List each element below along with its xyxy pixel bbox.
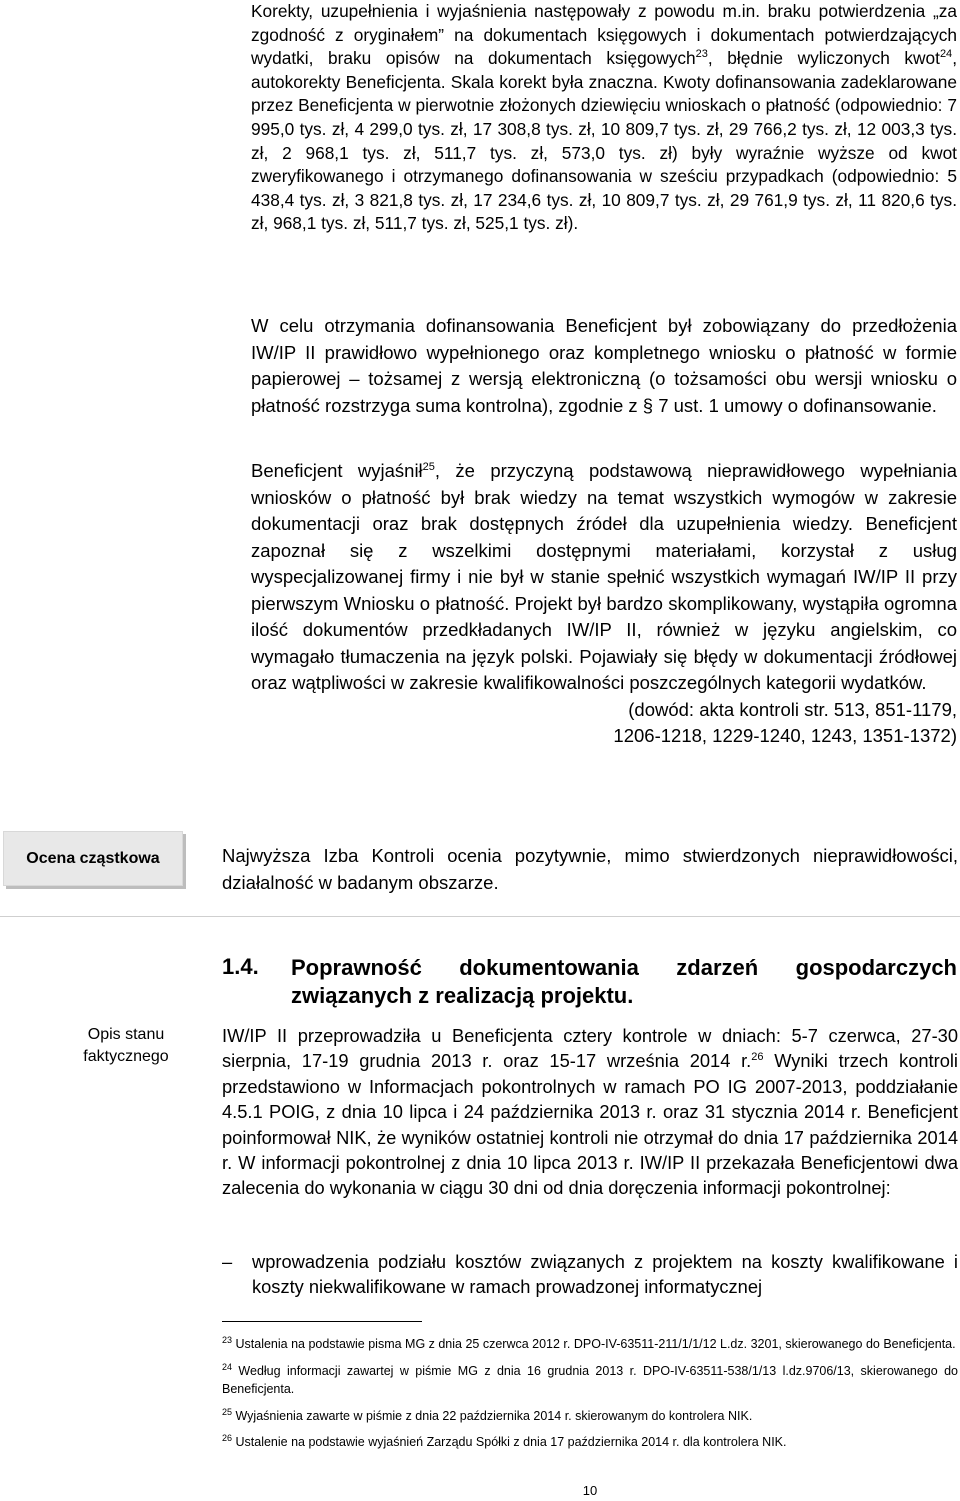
text-run: , autokorekty Beneficjenta. Skala korekt była znaczna. Kwoty dofinansowania zadeklarowane przez Beneficjenta w pierwotnie złożonych dziewięciu wnioskach o płatność (odpowiednio: 7 995,0 tys. zł, 4 299,0 tys. zł, 17 308,8 tys. zł, 10 809,7 tys. zł, 29 766,2 tys. zł, 12 003,3 tys. zł, 2 968,1 tys. zł, 511,7 tys. zł, 573,0 tys. zł) były wyraźnie wyższe od kwot zweryfikowanego i otrzymanego dofinansowania w sześciu przypadkach (odpowiednio: 5 438,4 tys. zł, 3 821,8 tys. zł, 17 234,6 tys. zł, 10 809,7 tys. zł, 29 761,9 tys. zł, 11 820,6 tys. zł, 968,1 tys. zł, 511,7 tys. zł, 525,1 tys. zł). [251,48,957,234]
footnote-text: Ustalenia na podstawie pisma MG z dnia 25 czerwca 2012 r. DPO-IV-63511-211/1/1/12 L.dz. 3201, skierowanego do Beneficjenta. [232,1337,956,1351]
text-run: Beneficjent wyjaśnił [251,460,423,481]
text-run: Wyniki trzech kontroli przedstawiono w Informacjach pokontrolnych w ramach PO IG 2007-2013, poddziałanie 4.5.1 POIG, z dnia 10 lipca i 24 października 2013 r. oraz 31 stycznia 2014 r. Beneficjent poinformował NIK, że wyników ostatniej kontroli nie otrzymał do dnia 17 października 2014 r. W informacji pokontrolnej z dnia 10 lipca 2013 r. IW/IP II przekazała Beneficjentowi dwa zalecenia do wykonania w ciągu 30 dni od dnia doręczenia informacji pokontrolnej: [222,1050,958,1199]
text-run: IW/IP II przeprowadziła u Beneficjenta cztery kontrole w dniach: 5-7 czerwca, 27-30 sierpnia, 17-19 grudnia 2013 r. oraz 15-17 września 2014 r. [222,1025,958,1072]
footnote-number: 26 [222,1433,233,1443]
list-item-text: wprowadzenia podziału kosztów związanych z projektem na koszty kwalifikowane i koszty niekwalifikowane w ramach prowadzonej informatycznej [252,1251,958,1298]
dash-bullet: – [222,1251,233,1272]
footnote-separator [222,1321,422,1322]
footnote-text: Ustalenie na podstawie wyjaśnień Zarządu Spółki z dnia 17 października 2014 r. dla kontrolera NIK. [232,1435,787,1449]
partial-assessment-text [222,842,958,896]
facts-label-line-2: faktycznego [83,1048,169,1065]
footnote-26 [222,1433,958,1452]
footnote-text: Wyjaśnienia zawarte w piśmie z dnia 22 października 2014 r. skierowanym do kontrolera NIK. [232,1408,753,1423]
section-title: Poprawność dokumentowania zdarzeń gospodarczych związanych z realizacją projektu. [291,955,957,1008]
facts-label-line-1: Opis stanu [87,1026,165,1043]
paragraph-explanation [251,458,957,750]
section-number: 1.4. [222,954,259,979]
footnote-ref-23[interactable]: 23 [695,48,708,61]
footnote-24 [222,1362,958,1399]
page-number: 10 [582,1483,598,1498]
footnote-ref-24[interactable]: 24 [939,48,953,61]
partial-assessment-label-text: Ocena cząstkowa [26,849,160,867]
section-divider [0,916,960,917]
partial-assessment-label [3,831,183,886]
paragraph-obligation [251,313,957,419]
footnote-number: 25 [222,1406,233,1417]
text-run: , błędnie wyliczonych kwot [707,48,940,69]
footnote-25 [222,1407,958,1426]
partial-assessment-paragraph: Najwyższa Izba Kontroli ocenia pozytywnie, mimo stwierdzonych nieprawidłowości, działalność w badanym obszarze. [222,845,958,893]
footnote-text: Według informacji zawartej w piśmie MG z dnia 16 grudnia 2013 r. DPO-IV-63511-538/1/13 l.dz.9706/13, skierowanego do Beneficjenta. [222,1363,958,1396]
footnote-ref-25[interactable]: 25 [422,461,435,473]
text-run: Korekty, uzupełnienia i wyjaśnienia następowały z powodu m.in. braku potwierdzenia „za zgodność z oryginałem” na dokumentach księgowych i dokumentach potwierdzających wydatki, braku opisów na dokumentach księgowych [251,1,957,69]
footnote-number: 23 [222,1335,233,1345]
text-run: , że przyczyną podstawową nieprawidłowego wypełniania wniosków o płatność był brak wiedzy na temat wszystkich wymogów w zakresie dokumentacji oraz brak dostępnych źródeł dla uzupełnienia wiedzy. Beneficjent zapoznał się z wszelkimi dostępnymi materiałami, korzystał z usług wyspecjalizowanej firmy i nie był w stanie spełnić wszystkich wymagań IW/IP II przy pierwszym Wniosku o płatność. Projekt był bardzo skomplikowany, wystąpiła ogromna ilość dokumentów przedkładanych IW/IP II, również w języku angielskim, co wymagało tłumaczenia na język polski. Pojawiały się błędy w dokumentacji źródłowej oraz wątpliwości w zakresie kwalifikowalności poszczególnych kategorii wydatków. [251,460,957,693]
evidence-line-2: 1206-1218, 1229-1240, 1243, 1351-1372) [613,725,957,746]
paragraph-corrections [251,0,957,236]
paragraph-inspections [222,1023,958,1201]
footnotes [222,1335,958,1460]
evidence-line-1: (dowód: akta kontroli str. 513, 851-1179, [628,698,957,720]
footnote-23 [222,1335,958,1354]
paragraph-text: W celu otrzymania dofinansowania Beneficjent był zobowiązany do przedłożenia IW/IP II prawidłowo wypełnionego oraz kompletnego wniosku o płatność w formie papierowej – tożsamej z wersją elektroniczną (o tożsamości obu wersji wniosku o płatność rozstrzyga suma kontrolna), zgodnie z § 7 ust. 1 umowy o dofinansowanie. [251,315,957,416]
list-item [222,1249,958,1300]
footnote-ref-26[interactable]: 26 [751,1051,764,1064]
facts-description-label [56,1024,196,1068]
footnote-number: 24 [222,1361,233,1372]
